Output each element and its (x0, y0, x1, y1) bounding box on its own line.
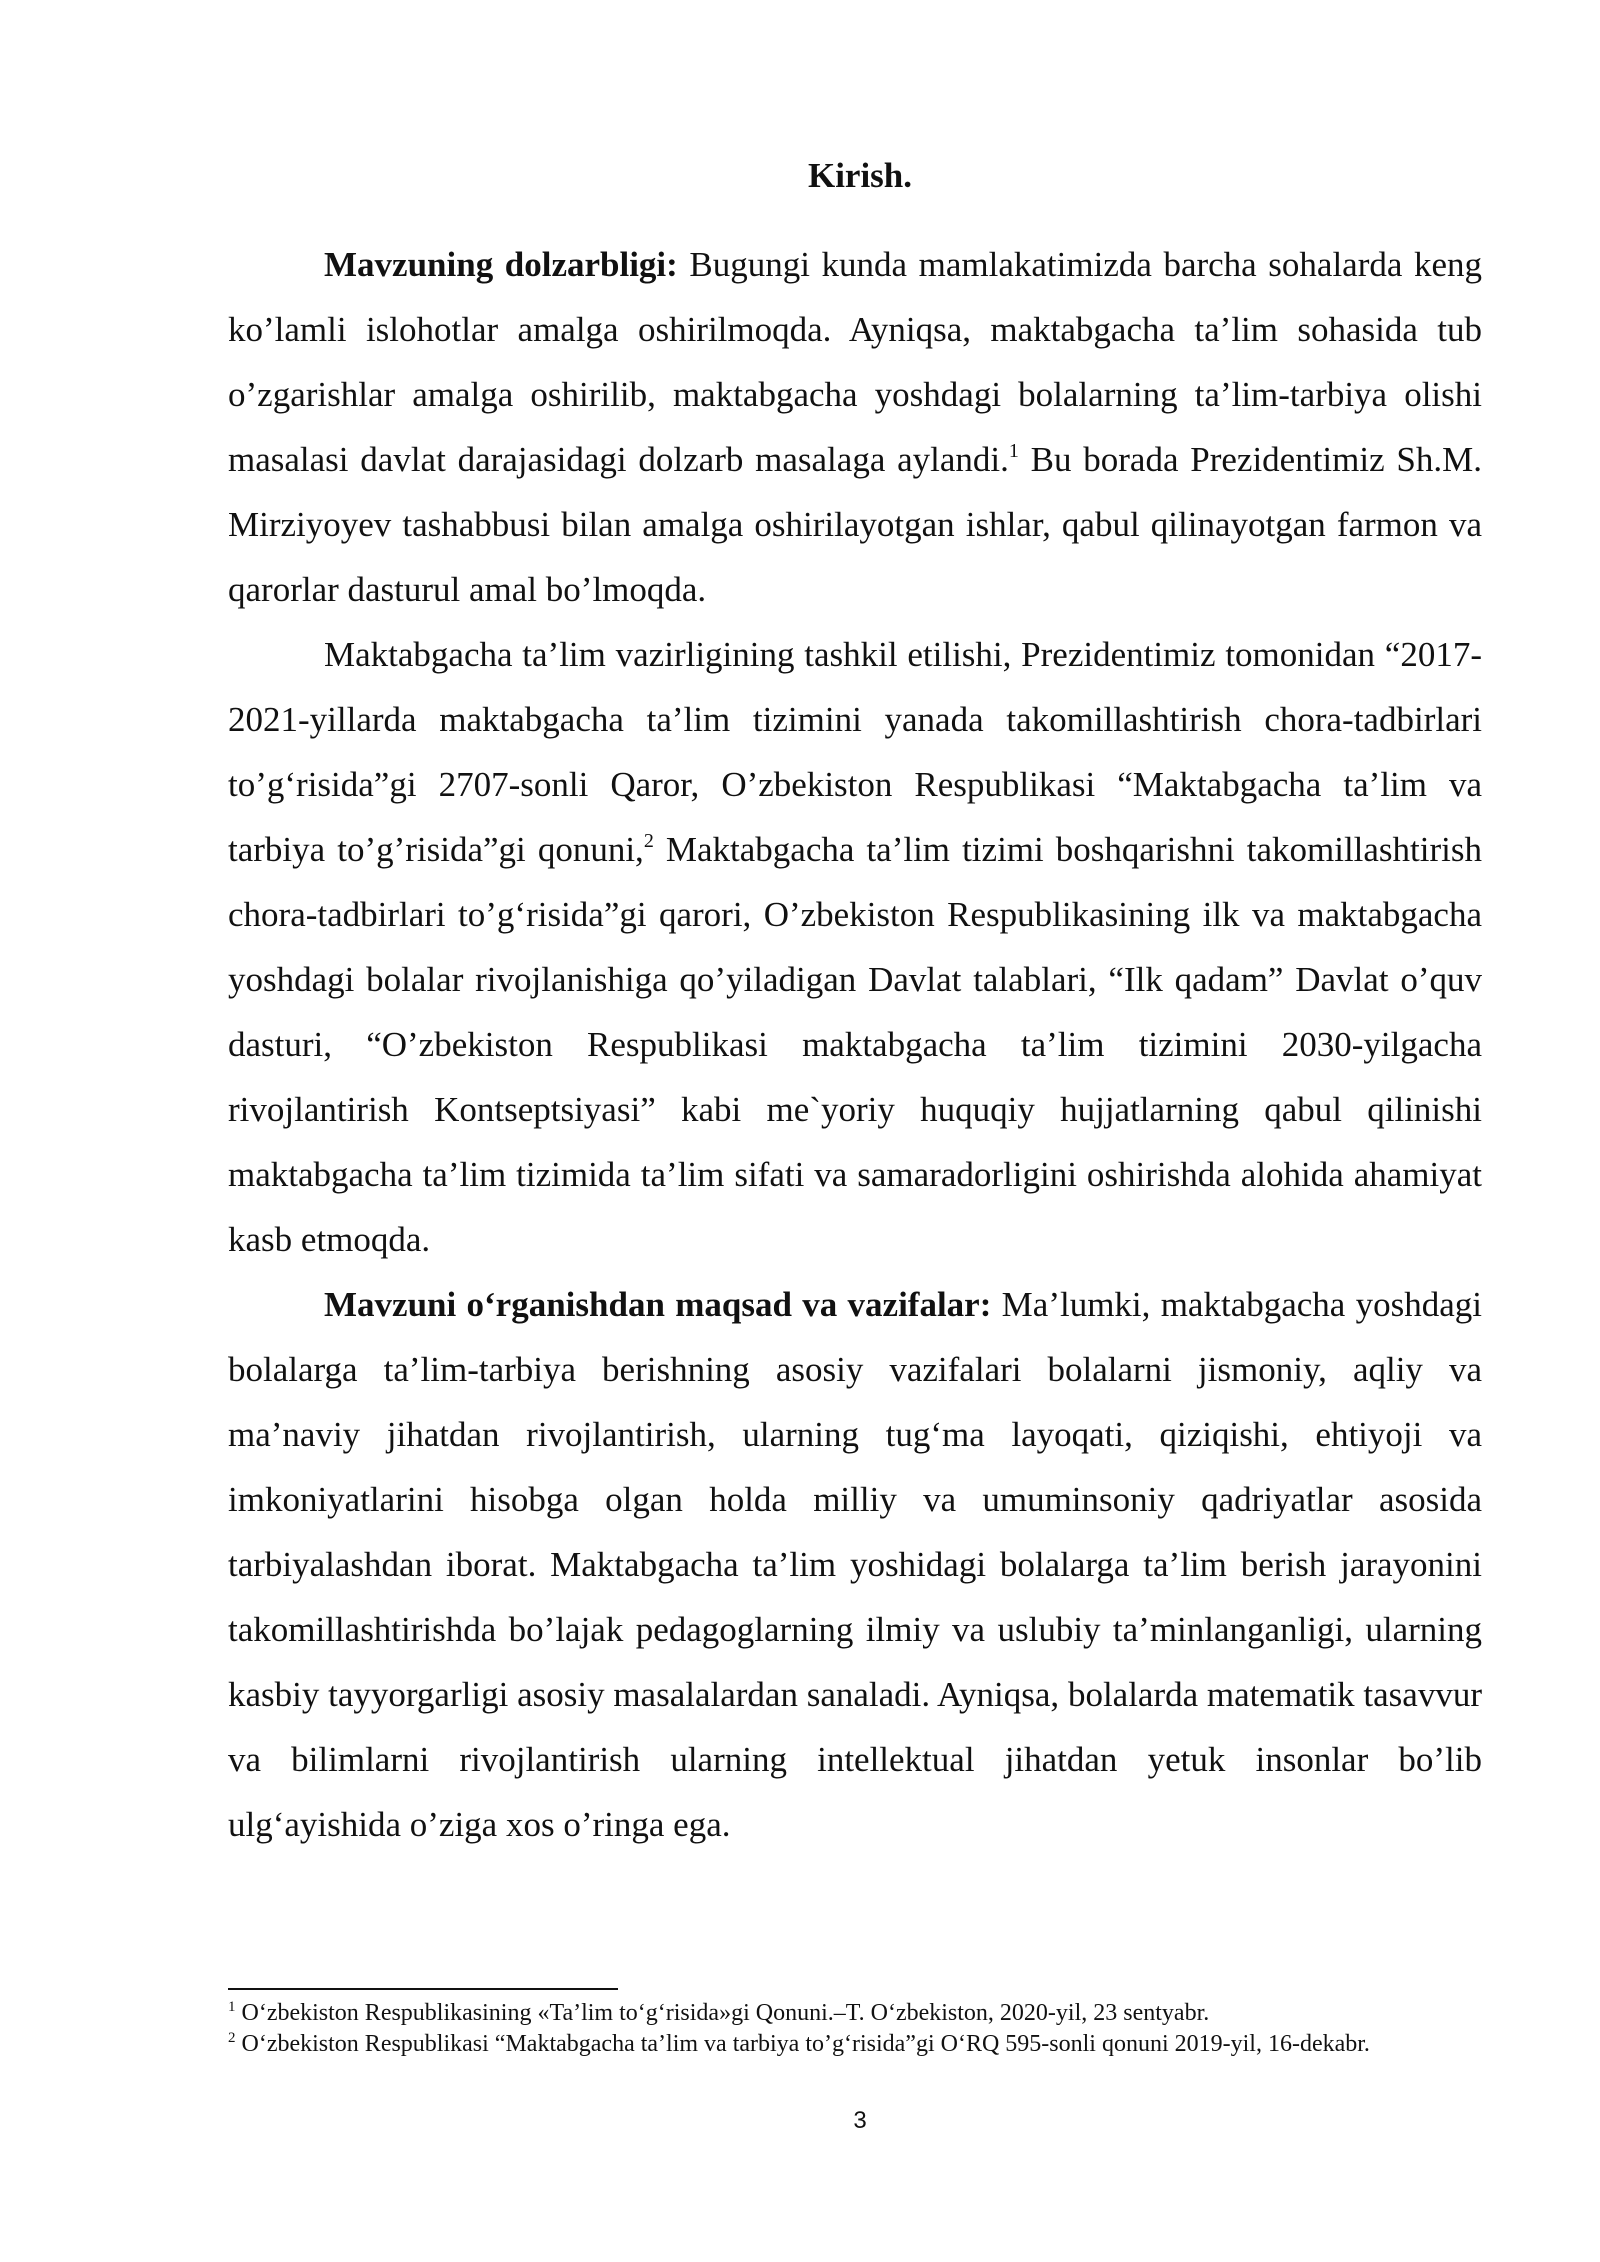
paragraph-lead: Mavzuning dolzarbligi: (324, 245, 678, 284)
footnote-mark: 1 (228, 1999, 236, 2015)
paragraph-relevance (228, 232, 1482, 622)
footnote-text: O‘zbekiston Respublikasi “Maktabgacha ta’lim va tarbiya to’g‘risida”gi O‘RQ 595-sonli qonuni 2019-yil, 16-dekabr. (235, 2031, 1370, 2057)
paragraph-text: Maktabgacha ta’lim tizimi boshqarishni takomillashtirish chora-tadbirlari to’g‘risida”gi qarori, O’zbekiston Respublikasining ilk va maktabgacha yoshdagi bolalar rivojlanishiga qo’yiladigan Davlat talablari, “Ilk qadam” Davlat o’quv dasturi, “O’zbekiston Respublikasi maktabgacha ta’lim tizimini 2030-yilgacha rivojlantirish Kontseptsiyasi” kabi me`yoriy huquqiy hujjatlarning qabul qilinishi maktabgacha ta’lim tizimida ta’lim sifati va samaradorligini oshirishda alohida ahamiyat kasb etmoqda. (228, 830, 1482, 1259)
footnote-text: O‘zbekiston Respublikasining «Ta’lim to‘g‘risida»gi Qonuni.–T. O‘zbekiston, 2020-yil, 23 sentyabr. (235, 2000, 1210, 2026)
paragraph-text: Bugungi kunda mamlakatimizda barcha sohalarda keng ko’lamli islohotlar amalga oshirilmoqda. Ayniqsa, maktabgacha ta’lim sohasida tub o’zgarishlar amalga oshirilib, maktabgacha yoshdagi bolalarning ta’lim-tarbiya olishi masalasi davlat darajasidagi dolzarb masalaga aylandi. (228, 245, 1483, 479)
section-title: Kirish. (807, 156, 913, 195)
paragraph-goals (228, 1272, 1482, 1857)
paragraph-text: Ma’lumki, maktabgacha yoshdagi bolalarga ta’lim-tarbiya berishning asosiy vazifalari bolalarni jismoniy, aqliy va ma’naviy jihatdan rivojlantirish, ularning tug‘ma layoqati, qiziqishi, ehtiyoji va imkoniyatlarini hisobga olgan holda milliy va umuminsoniy qadriyatlar asosida tarbiyalashdan iborat. Maktabgacha ta’lim yoshidagi bolalarga ta’lim berish jarayonini takomillashtirishda bo’lajak pedagoglarning ilmiy va uslubiy ta’minlanganligi, ularning kasbiy tayyorgarligi asosiy masalalardan sanaladi. Ayniqsa, bolalarda matematik tasavvur va bilimlarni rivojlantirish ularning intellektual jihatdan yetuk insonlar bo’lib ulg‘ayishida o’ziga xos o’ringa ega. (228, 1285, 1483, 1844)
paragraph-lead: Mavzuni o‘rganishdan maqsad va vazifalar: (324, 1285, 992, 1324)
paragraph-text: Maktabgacha ta’lim vazirligining tashkil etilishi, Prezidentimiz tomonidan “2017-2021-yillarda maktabgacha ta’lim tizimini yanada takomillashtirish chora-tadbirlari to’g‘risida”gi 2707-sonli Qaror, O’zbekiston Respublikasi “Maktabgacha ta’lim va tarbiya to’g’risida”gi qonuni, (228, 635, 1482, 869)
footnote-mark: 2 (228, 2030, 236, 2046)
footnote-ref: 1 (1008, 440, 1019, 462)
footnote-separator (228, 1988, 618, 1990)
paragraph-legal-framework (228, 622, 1482, 1272)
body-text (228, 232, 1482, 1857)
page-number: 3 (853, 2107, 867, 2134)
paragraph-text: Bu borada Prezidentimiz Sh.M. Mirziyoyev tashabbusi bilan amalga oshirilayotgan ishlar, qabul qilinayotgan farmon va qarorlar dasturul amal bo’lmoqda. (228, 440, 1482, 609)
footnote-ref: 2 (643, 830, 654, 852)
footnote (228, 1998, 1482, 2029)
footnote (228, 2029, 1482, 2060)
footnotes (228, 1998, 1482, 2060)
